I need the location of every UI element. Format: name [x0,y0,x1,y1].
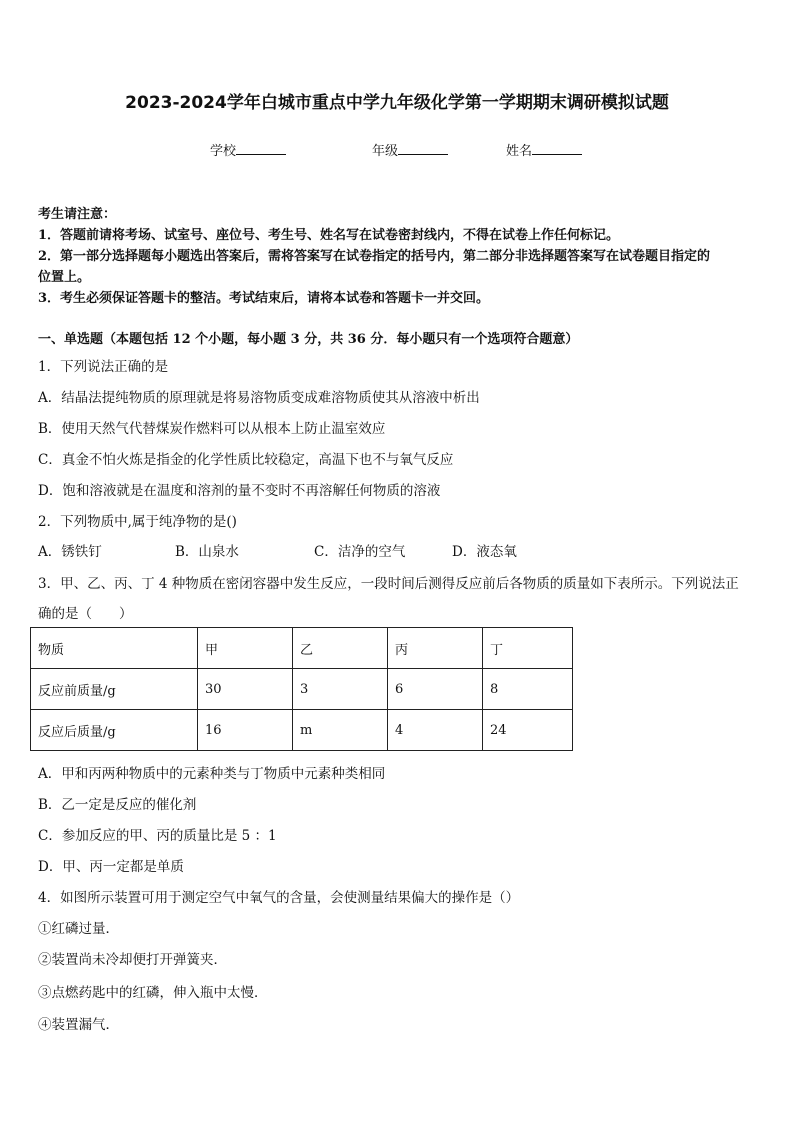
notice-item: 3．考生必须保证答题卡的整洁。考试结束后，请将本试卷和答题卡一并交回。 [38,291,490,306]
table-cell: 丁 [483,628,573,669]
school-blank[interactable] [236,142,286,155]
table-cell: m [293,710,388,751]
table-cell: 甲 [198,628,293,669]
notice-item: 位置上。 [38,270,91,285]
question-3-option-c: C．参加反应的甲、丙的质量比是 5 ：1 [38,828,277,844]
school-label: 学校 [210,144,237,159]
notice-item: 2．第一部分选择题每小题选出答案后，需将答案写在试卷指定的括号内，第二部分非选择题答案写在试卷题目指定的 [38,249,711,264]
question-3-option-d: D．甲、丙一定都是单质 [38,859,184,875]
notice-heading: 考生请注意： [38,207,117,222]
question-3-stem-cont: 确的是（ ） [38,606,133,622]
name-label: 姓名 [506,144,533,159]
school-field [210,140,286,159]
question-4-item: ①红磷过量． [38,921,119,937]
question-3-option-b: B．乙一定是反应的催化剂 [38,797,197,813]
question-4-item: ④装置漏气． [38,1017,119,1033]
table-cell: 物质 [31,628,198,669]
name-field [506,140,582,159]
table-cell: 反应后质量/g [31,710,198,751]
grade-blank[interactable] [398,142,448,155]
table-cell: 16 [198,710,293,751]
table-cell: 丙 [388,628,483,669]
grade-field [372,140,448,159]
section-heading: 一、单选题（本题包括 12 个小题，每小题 3 分，共 36 分．每小题只有一个选项符合题意） [38,332,579,347]
question-4-item: ②装置尚未冷却便打开弹簧夹． [38,952,227,968]
question-2-option-a: A．锈铁钉 [38,544,102,560]
notice-item: 1．答题前请将考场、试室号、座位号、考生号、姓名写在试卷密封线内，不得在试卷上作任何标记。 [38,228,620,243]
table-cell: 24 [483,710,573,751]
table-row [31,710,573,751]
question-2-option-b: B．山泉水 [175,544,239,560]
question-1-option-a: A．结晶法提纯物质的原理就是将易溶物质变成难溶物质使其从溶液中析出 [38,390,480,406]
table-cell: 6 [388,669,483,710]
question-4-item: ③点燃药匙中的红磷，伸入瓶中太慢． [38,985,268,1001]
question-2-option-c: C．洁净的空气 [314,544,406,560]
question-3-stem: 3．甲、乙、丙、丁 4 种物质在密闭容器中发生反应，一段时间后测得反应前后各物质的质量如下表所示。下列说法正 [38,576,739,592]
question-1-option-c: C．真金不怕火炼是指金的化学性质比较稳定，高温下也不与氧气反应 [38,452,454,468]
mass-table [30,627,573,751]
question-2-option-d: D．液态氧 [452,544,517,560]
table-row [31,669,573,710]
question-1-stem: 1．下列说法正确的是 [38,359,169,375]
page-title: 2023-2024学年白城市重点中学九年级化学第一学期期末调研模拟试题 [125,93,669,113]
table-row [31,628,573,669]
grade-label: 年级 [372,144,399,159]
table-cell: 30 [198,669,293,710]
question-4-stem: 4．如图所示装置可用于测定空气中氧气的含量，会使测量结果偏大的操作是（） [38,890,520,906]
table-cell: 3 [293,669,388,710]
table-cell: 乙 [293,628,388,669]
table-cell: 8 [483,669,573,710]
question-3-option-a: A．甲和丙两种物质中的元素种类与丁物质中元素种类相同 [38,766,386,782]
question-2-stem: 2．下列物质中,属于纯净物的是() [38,514,237,530]
question-1-option-d: D．饱和溶液就是在温度和溶剂的量不变时不再溶解任何物质的溶液 [38,483,441,499]
name-blank[interactable] [532,142,582,155]
table-cell: 4 [388,710,483,751]
question-1-option-b: B．使用天然气代替煤炭作燃料可以从根本上防止温室效应 [38,421,386,437]
table-cell: 反应前质量/g [31,669,198,710]
